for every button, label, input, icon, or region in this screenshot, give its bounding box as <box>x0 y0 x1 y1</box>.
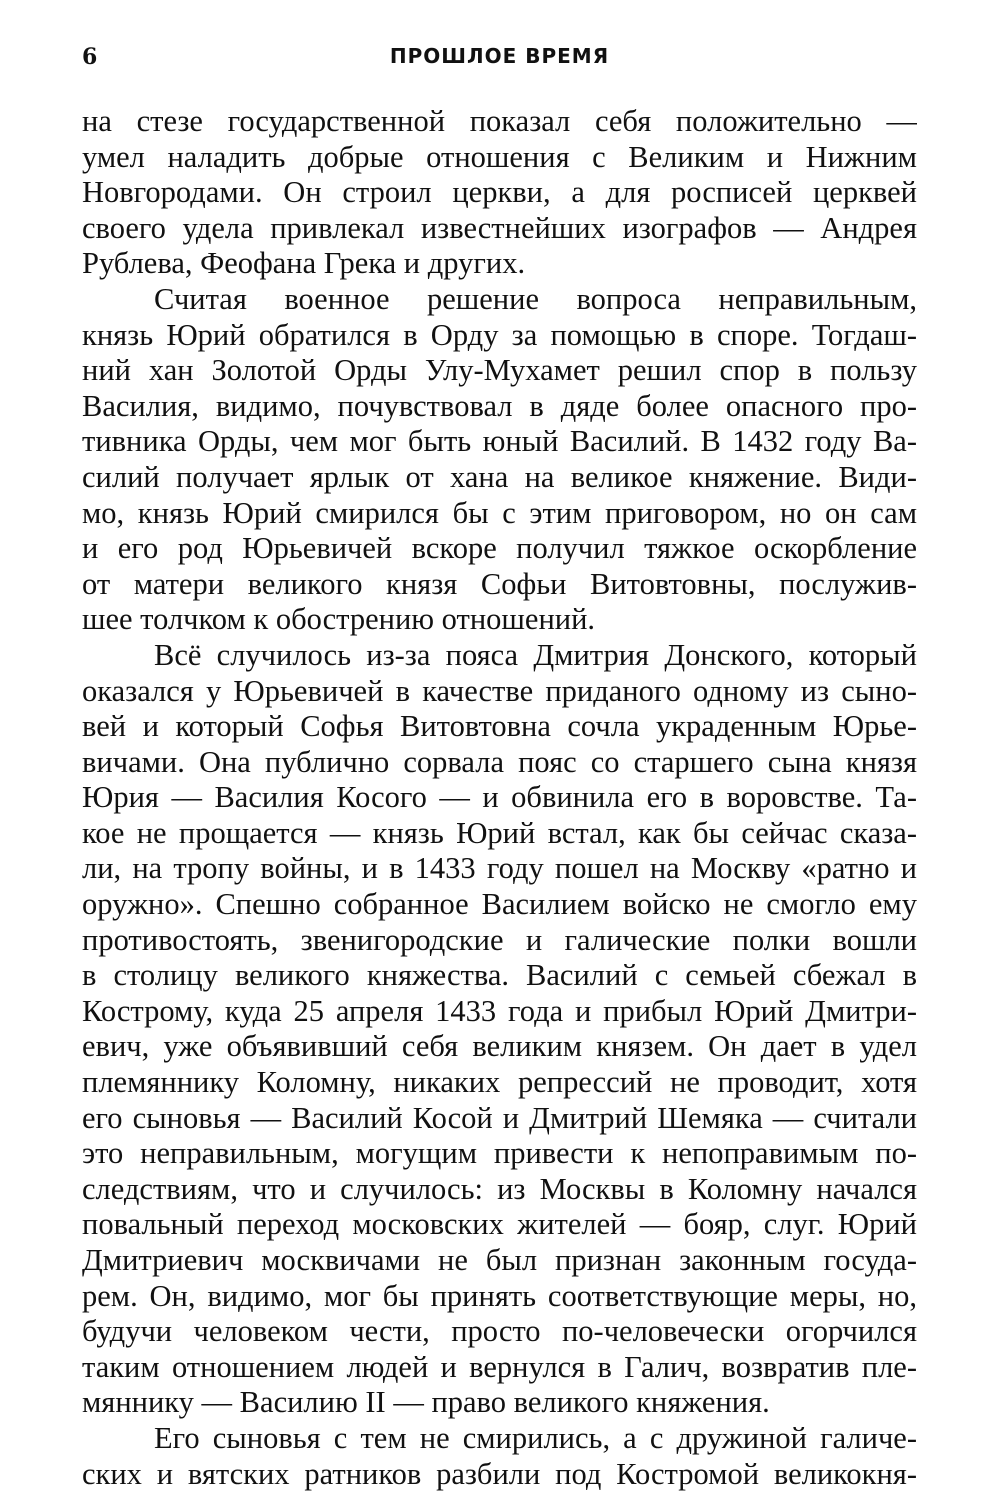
page-number: 6 <box>82 44 98 70</box>
text-line: ли, на тропу войны, и в 1433 году пошел на Москву «ратно и <box>82 851 917 886</box>
page-header <box>82 44 917 76</box>
text-line: евич, уже объявивший себя великим князем. Он дает в удел <box>82 1029 917 1064</box>
text-line: мяннику — Василию II — право великого княжения. <box>82 1385 770 1420</box>
text-line: следствиям, что и случилось: из Москвы в Коломну начался <box>82 1171 917 1206</box>
text-line: вей и который Софья Витовтовна сочла украденным Юрье- <box>82 709 917 744</box>
text-line: оружно». Спешно собранное Василием войско не смогло ему <box>82 887 917 922</box>
text-line: противостоять, звенигородские и галические полки вошли <box>82 922 917 957</box>
text-line: мо, князь Юрий смирился бы с этим приговором, но он сам <box>82 495 917 530</box>
text-line: племяннику Коломну, никаких репрессий не проводит, хотя <box>82 1065 917 1100</box>
text-line: рем. Он, видимо, мог бы принять соответствующие меры, но, <box>82 1278 917 1313</box>
text-line: это неправильным, могущим привести к непоправимым по- <box>82 1136 917 1171</box>
text-line: повальный переход московских жителей — бояр, слуг. Юрий <box>82 1207 917 1242</box>
text-line: в столицу великого княжества. Василий с семьей сбежал в <box>82 958 917 993</box>
text-line: таким отношением людей и вернулся в Галич, возвратив пле- <box>82 1349 917 1384</box>
text-line: ских и вятских ратников разбили под Костромой великокня- <box>82 1456 917 1491</box>
text-line: Кострому, куда 25 апреля 1433 года и прибыл Юрий Дмитри- <box>82 993 917 1028</box>
paragraph-start-line: Всё случилось из-за пояса Дмитрия Донского, который <box>154 637 917 672</box>
text-line: Рублева, Феофана Грека и других. <box>82 246 526 281</box>
text-line: Дмитриевич москвичами не был признан законным госуда- <box>82 1243 917 1277</box>
text-line: кое не прощается — князь Юрий встал, как бы сейчас сказа- <box>82 815 917 850</box>
text-line: будучи человеком чести, просто по-человечески огорчился <box>82 1314 917 1349</box>
text-line: тивника Орды, чем мог быть юный Василий. В 1432 году Ва- <box>82 424 917 459</box>
text-line: и его род Юрьевичей вскоре получил тяжкое оскорбление <box>82 531 917 566</box>
text-line: силий получает ярлык от хана на великое княжение. Види- <box>82 459 917 494</box>
text-line: Юрия — Василия Косого — и обвинила его в воровстве. Та- <box>82 780 917 815</box>
running-head: ПРОШЛОЕ ВРЕМЯ <box>389 44 610 68</box>
text-line: от матери великого князя Софьи Витовтовны, послужив- <box>82 566 917 601</box>
text-line: его сыновья — Василий Косой и Дмитрий Шемяка — считали <box>82 1100 917 1135</box>
paragraph-start-line: Его сыновья с тем не смирились, а с дружиной галиче- <box>154 1420 917 1455</box>
text-line: оказался у Юрьевичей в качестве приданого одному из сыно- <box>82 673 917 708</box>
body-text <box>82 104 917 1492</box>
text-line: умел наладить добрые отношения с Великим и Нижним <box>82 139 917 174</box>
text-line: ний хан Золотой Орды Улу-Мухамет решил спор в пользу <box>82 353 917 388</box>
text-line: князь Юрий обратился в Орду за помощью в споре. Тогдаш- <box>82 317 917 352</box>
text-line: на стезе государственной показал себя положительно — <box>82 104 917 138</box>
text-line: Василия, видимо, почувствовал в дяде более опасного про- <box>82 388 917 423</box>
text-line: вичами. Она публично сорвала пояс со старшего сына князя <box>82 744 917 779</box>
text-line: Новгородами. Он строил церкви, а для росписей церквей <box>82 175 917 210</box>
text-line: шее толчком к обострению отношений. <box>82 602 596 637</box>
paragraph-start-line: Считая военное решение вопроса неправильным, <box>154 281 917 316</box>
text-line: своего удела привлекал известнейших изографов — Андрея <box>82 210 917 245</box>
